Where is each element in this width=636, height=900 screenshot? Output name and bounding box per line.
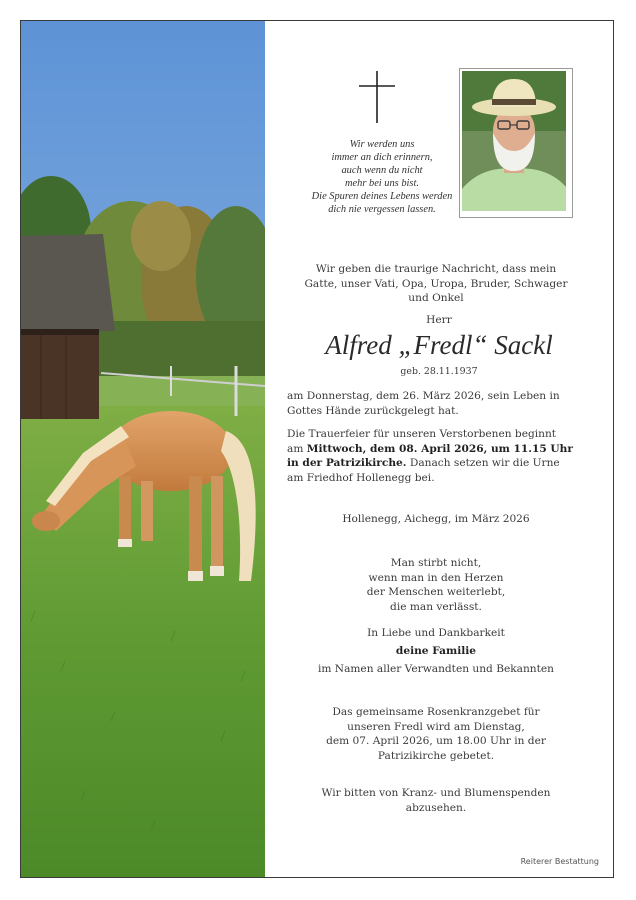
rosary-line: Patrizikirche gebetet.	[377, 749, 495, 762]
closing-love: In Liebe und Dankbarkeit	[367, 627, 505, 639]
rosary-line: dem 07. April 2026, um 18.00 Uhr in der	[326, 735, 546, 747]
funeral-line: am Friedhof Hollenegg bei.	[287, 471, 435, 484]
quote-line: die man verlässt.	[390, 600, 482, 613]
funeral-line: Die Trauerfeier für unseren Verstorbenen beginnt	[287, 428, 557, 440]
announcement-line: Wir geben die traurige Nachricht, dass mein	[315, 263, 557, 275]
request-line: Wir bitten von Kranz- und Blumenspenden	[321, 787, 551, 799]
request-line: abzusehen.	[405, 801, 467, 814]
announcement-line: Gatte, unser Vati, Opa, Uropa, Bruder, Schwager	[304, 277, 568, 290]
funeral-urn-note: Danach setzen wir die Urne	[406, 457, 560, 469]
funeral-text	[287, 427, 585, 485]
death-notice-line: Gottes Hände zurückgelegt hat.	[287, 404, 459, 417]
cross-icon	[357, 69, 397, 125]
motto-line: Die Spuren deines Lebens werden	[311, 191, 453, 202]
deceased-name: Alfred „Fredl“ Sackl	[325, 330, 553, 360]
closing-relatives: im Namen aller Verwandten und Bekannten	[318, 663, 554, 675]
funeral-date-time: Mittwoch, dem 08. April 2026, um 11.15 Uhr	[306, 442, 573, 455]
motto-line: Wir werden uns	[349, 139, 415, 150]
notice-content	[265, 21, 613, 877]
rosary-line: Das gemeinsame Rosenkranzgebet für	[332, 706, 540, 718]
announcement-text	[287, 262, 585, 306]
motto-line: auch wenn du nicht	[341, 165, 423, 176]
funeral-line	[287, 456, 585, 471]
announcement-line: und Onkel	[408, 292, 464, 304]
death-notice-text	[287, 389, 585, 418]
memorial-motto	[287, 138, 477, 216]
motto-line: mehr bei uns bist.	[345, 178, 419, 189]
memorial-quote	[287, 556, 585, 614]
motto-line: dich nie vergessen lassen.	[328, 204, 436, 215]
closing-family	[287, 644, 585, 659]
donation-request	[287, 786, 585, 815]
rosary-text	[287, 705, 585, 763]
quote-line: wenn man in den Herzen	[368, 571, 504, 584]
funeral-line	[287, 442, 585, 457]
funeral-prefix: am	[287, 442, 307, 455]
birth-date: geb. 28.11.1937	[400, 366, 478, 377]
motto-line: immer an dich erinnern,	[331, 152, 433, 163]
quote-line: der Menschen weiterlebt,	[366, 586, 506, 598]
funeral-location: in der Patrizikirche.	[287, 457, 407, 469]
salutation: Herr	[426, 314, 452, 326]
portrait-photo	[459, 68, 573, 218]
place-date: Hollenegg, Aichegg, im März 2026	[342, 513, 530, 525]
quote-line: Man stirbt nicht,	[390, 557, 482, 569]
family-signature: deine Familie	[395, 645, 477, 657]
landscape-horse-photo	[21, 21, 265, 877]
obituary-card	[20, 20, 614, 878]
rosary-line: unseren Fredl wird am Dienstag,	[347, 720, 525, 733]
undertaker-credit: Reiterer Bestattung	[520, 857, 599, 866]
death-notice-line: am Donnerstag, dem 26. März 2026, sein Leben in	[287, 390, 560, 402]
